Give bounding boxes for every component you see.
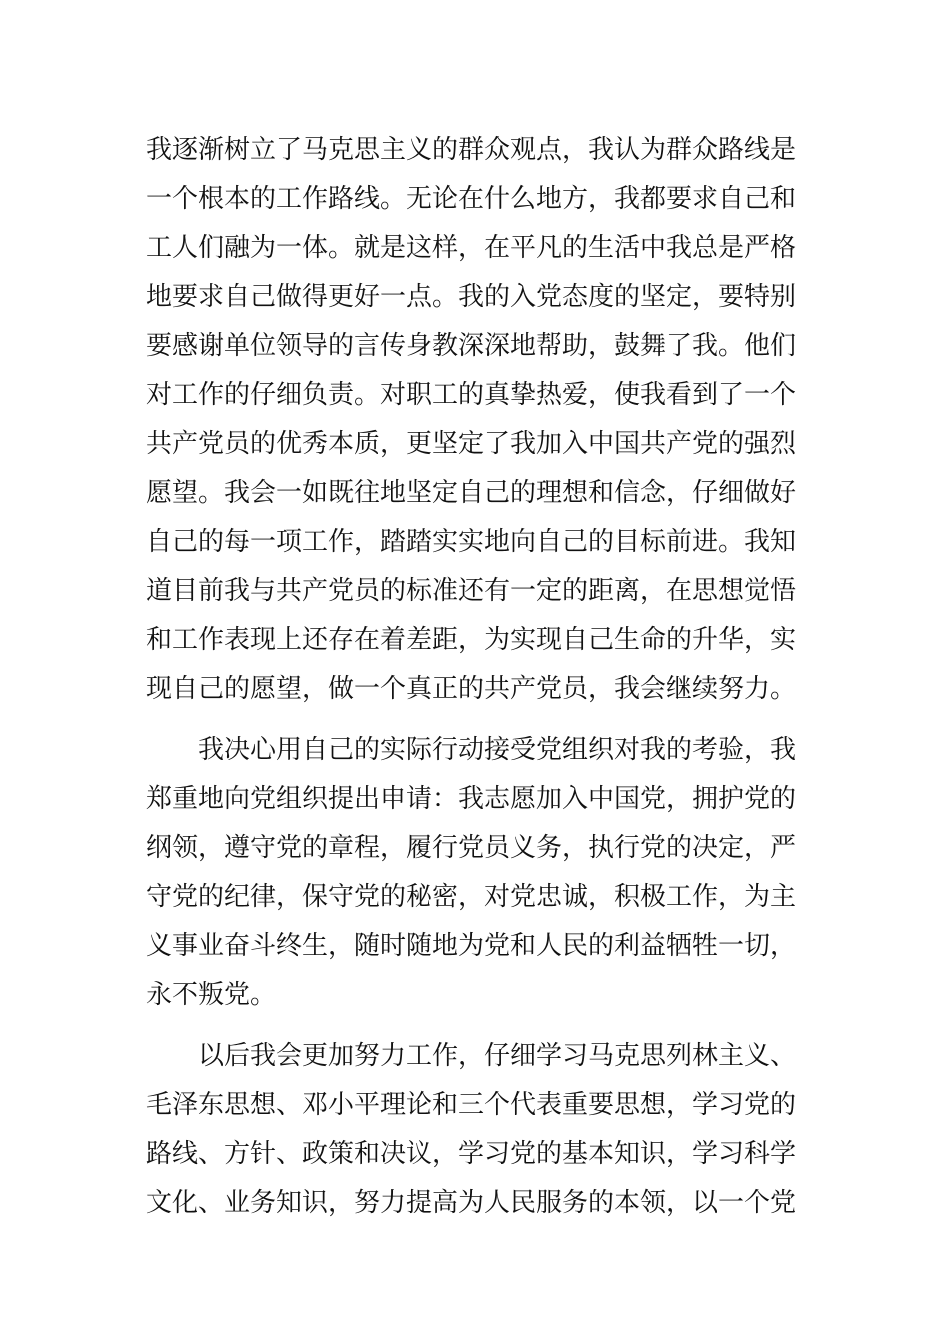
text-line: 路线、方针、政策和决议，学习党的基本知识，学习科学 (146, 1139, 797, 1169)
text-line: 对工作的仔细负责。对职工的真挚热爱，使我看到了一个 (146, 380, 797, 410)
text-line: 要感谢单位领导的言传身教深深地帮助，鼓舞了我。他们 (146, 331, 797, 361)
text-line: 我决心用自己的实际行动接受党组织对我的考验，我 (198, 735, 797, 765)
text-line: 愿望。我会一如既往地坚定自己的理想和信念，仔细做好 (146, 478, 797, 508)
paragraph-3 (146, 1032, 808, 1228)
text-line: 共产党员的优秀本质，更坚定了我加入中国共产党的强烈 (146, 429, 797, 459)
text-line: 永不叛党。 (146, 980, 277, 1010)
paragraph-1 (146, 126, 808, 714)
text-line: 道目前我与共产党员的标准还有一定的距离，在思想觉悟 (146, 576, 797, 606)
text-line: 现自己的愿望，做一个真正的共产党员，我会继续努力。 (146, 674, 797, 704)
paragraph-2 (146, 726, 808, 1020)
text-line: 以后我会更加努力工作，仔细学习马克思列林主义、 (198, 1041, 797, 1071)
text-line: 毛泽东思想、邓小平理论和三个代表重要思想，学习党的 (146, 1090, 797, 1120)
text-line: 我逐渐树立了马克思主义的群众观点，我认为群众路线是 (146, 135, 797, 165)
text-line: 工人们融为一体。就是这样，在平凡的生活中我总是严格 (146, 233, 797, 263)
text-line: 守党的纪律，保守党的秘密，对党忠诚，积极工作，为主 (146, 882, 797, 912)
text-line: 郑重地向党组织提出申请：我志愿加入中国党，拥护党的 (146, 784, 797, 814)
text-line: 纲领，遵守党的章程，履行党员义务，执行党的决定，严 (146, 833, 797, 863)
text-line: 地要求自己做得更好一点。我的入党态度的坚定，要特别 (146, 282, 797, 312)
text-line: 义事业奋斗终生，随时随地为党和人民的利益牺牲一切， (146, 931, 797, 961)
text-line: 一个根本的工作路线。无论在什么地方，我都要求自己和 (146, 184, 797, 214)
document-page (146, 126, 808, 1240)
text-line: 文化、业务知识，努力提高为人民服务的本领，以一个党 (146, 1188, 797, 1218)
text-line: 和工作表现上还存在着差距，为实现自己生命的升华，实 (146, 625, 797, 655)
text-line: 自己的每一项工作，踏踏实实地向自己的目标前进。我知 (146, 527, 797, 557)
